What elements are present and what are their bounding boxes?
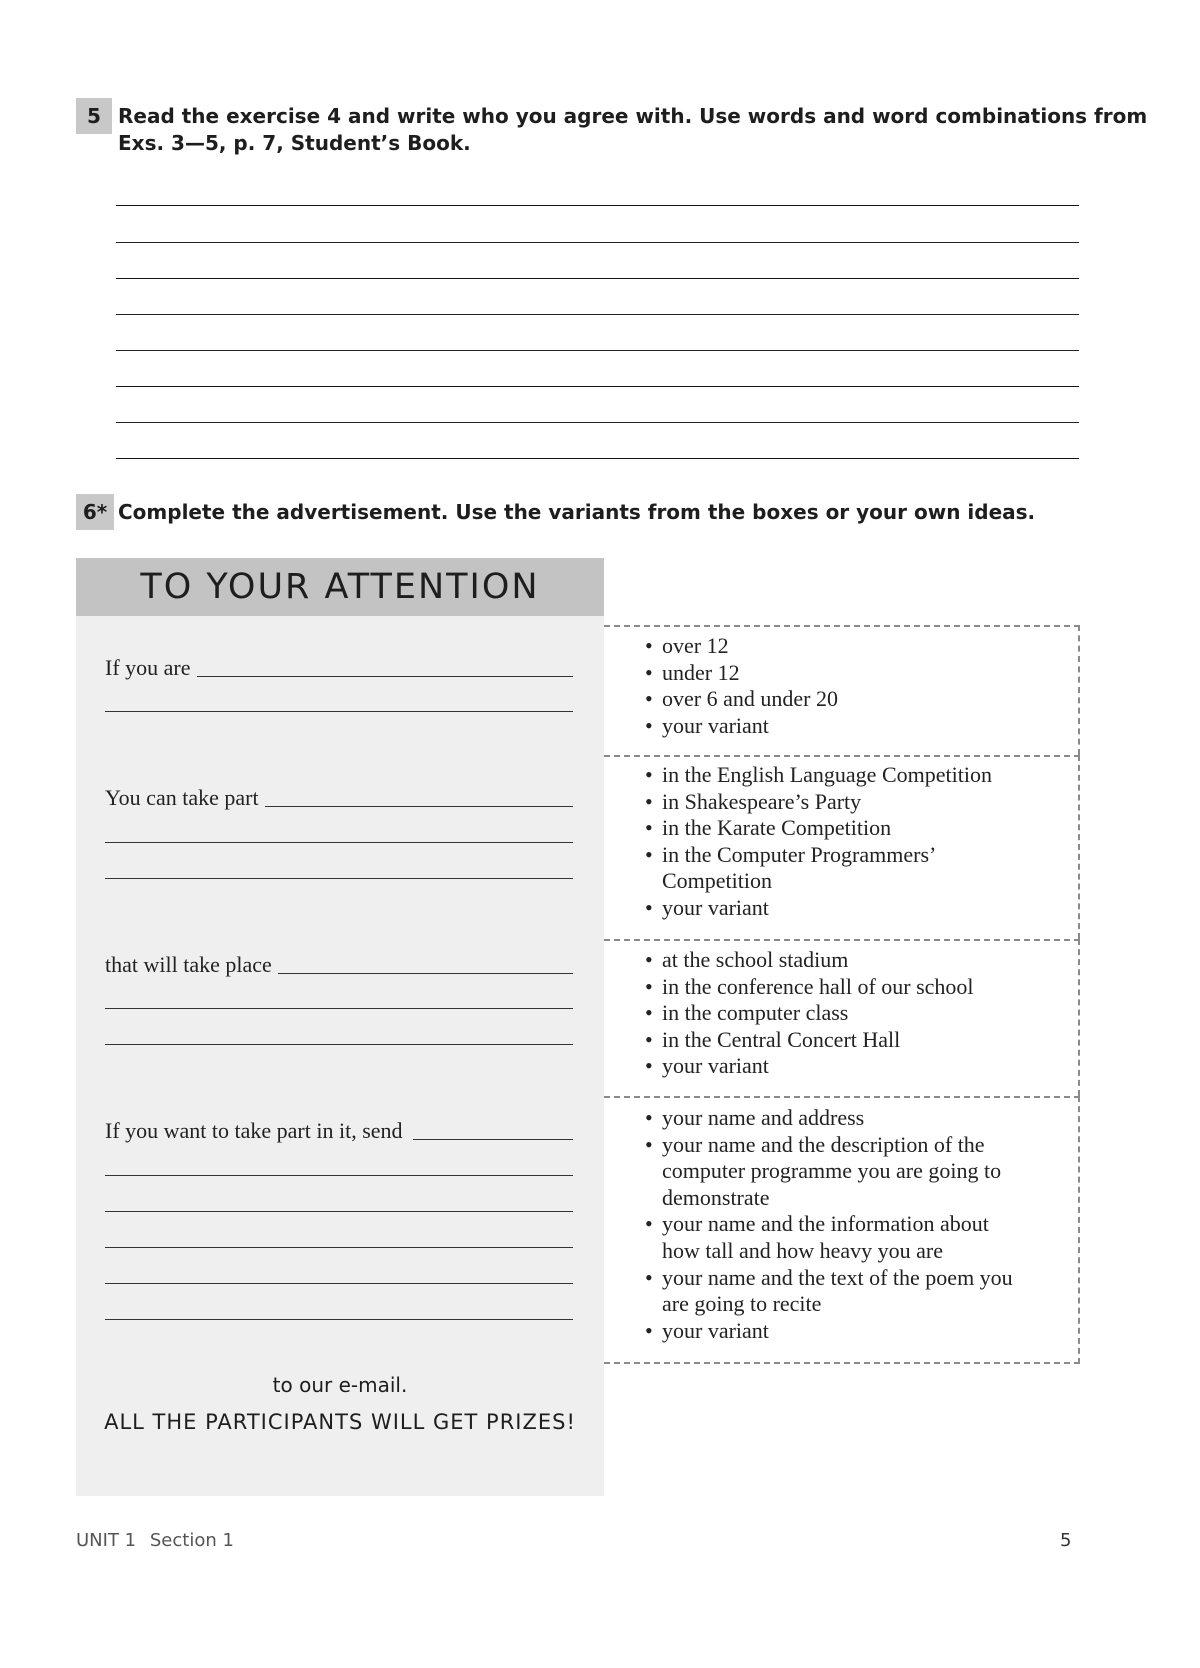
- page-footer-unit: [76, 1530, 242, 1551]
- fill-line[interactable]: [105, 1175, 573, 1176]
- variant-item: • your name and the description of the: [662, 1132, 1078, 1159]
- variant-item: • your name and the information about: [662, 1211, 1078, 1238]
- variant-item: • in the Karate Competition: [662, 815, 1078, 842]
- page-number: 5: [1060, 1530, 1072, 1551]
- variant-item: • your name and address: [662, 1105, 1078, 1132]
- exercise-6-instruction: Complete the advertisement. Use the variants from the boxes or your own ideas.: [118, 500, 1036, 524]
- variant-item-continuation: computer programme you are going to: [662, 1158, 1002, 1184]
- exercise-5-line-1: Read the exercise 4 and write who you agree with. Use words and word combinations from: [118, 104, 1148, 128]
- label-if-you-are: If you are: [105, 655, 197, 681]
- writing-line[interactable]: [116, 278, 1079, 279]
- advertisement-email-line: to our e-mail.: [272, 1373, 408, 1397]
- fill-line[interactable]: [105, 1044, 573, 1045]
- variant-item: • over 6 and under 20: [662, 686, 1078, 713]
- fill-line[interactable]: [105, 1211, 573, 1212]
- fill-line[interactable]: [105, 878, 573, 879]
- exercise-6-number: 6*: [76, 494, 114, 530]
- fill-line[interactable]: [105, 1283, 573, 1284]
- writing-line[interactable]: [116, 350, 1079, 351]
- exercise-5-instruction: [118, 103, 1147, 157]
- variants-box-send: [604, 1096, 1080, 1364]
- exercise-5-number: 5: [76, 98, 112, 134]
- advertisement-prizes-line: ALL THE PARTICIPANTS WILL GET PRIZES!: [104, 1410, 576, 1434]
- fill-line[interactable]: [105, 1008, 573, 1009]
- label-you-can-take-part: You can take part: [105, 785, 265, 811]
- variant-item: • your variant: [662, 713, 1078, 740]
- section-label: Section 1: [149, 1530, 234, 1551]
- variant-item: • your variant: [662, 895, 1078, 922]
- fill-line[interactable]: [105, 1319, 573, 1320]
- variant-item: • under 12: [662, 660, 1078, 687]
- writing-line[interactable]: [116, 458, 1079, 459]
- variant-item: • your name and the text of the poem you: [662, 1265, 1078, 1292]
- variants-box-competition: [604, 755, 1080, 939]
- variant-item: • in the Computer Programmers’: [662, 842, 1078, 869]
- advertisement-title: TO YOUR ATTENTION: [76, 558, 604, 616]
- fill-line[interactable]: [105, 842, 573, 843]
- variant-item-continuation: Competition: [662, 868, 772, 894]
- variant-item: • in the conference hall of our school: [662, 974, 1078, 1001]
- variant-item: • in Shakespeare’s Party: [662, 789, 1078, 816]
- variant-item: • in the computer class: [662, 1000, 1078, 1027]
- variant-item-continuation: are going to recite: [662, 1291, 822, 1317]
- variant-item-continuation: demonstrate: [662, 1184, 770, 1210]
- exercise-5-line-2: Exs. 3—5, p. 7, Student’s Book.: [118, 131, 471, 155]
- variant-item: • at the school stadium: [662, 947, 1078, 974]
- writing-line[interactable]: [116, 386, 1079, 387]
- unit-label: UNIT 1: [76, 1530, 137, 1551]
- advertisement-panel: [76, 558, 604, 1496]
- writing-line[interactable]: [116, 422, 1079, 423]
- writing-line[interactable]: [116, 314, 1079, 315]
- writing-line[interactable]: [116, 242, 1079, 243]
- variant-item: • in the Central Concert Hall: [662, 1027, 1078, 1054]
- variant-item-continuation: how tall and how heavy you are: [662, 1237, 944, 1263]
- variant-item: • your variant: [662, 1318, 1078, 1345]
- variant-item: • in the English Language Competition: [662, 762, 1078, 789]
- label-if-you-want-to-take-part: If you want to take part in it, send: [105, 1118, 413, 1144]
- variants-box-age: [604, 625, 1080, 755]
- fill-line[interactable]: [105, 1247, 573, 1248]
- variant-item: • over 12: [662, 633, 1078, 660]
- writing-line[interactable]: [116, 205, 1079, 206]
- variants-box-place: [604, 939, 1080, 1096]
- fill-line[interactable]: [105, 711, 573, 712]
- variant-item: • your variant: [662, 1053, 1078, 1080]
- label-that-will-take-place: that will take place: [105, 952, 278, 978]
